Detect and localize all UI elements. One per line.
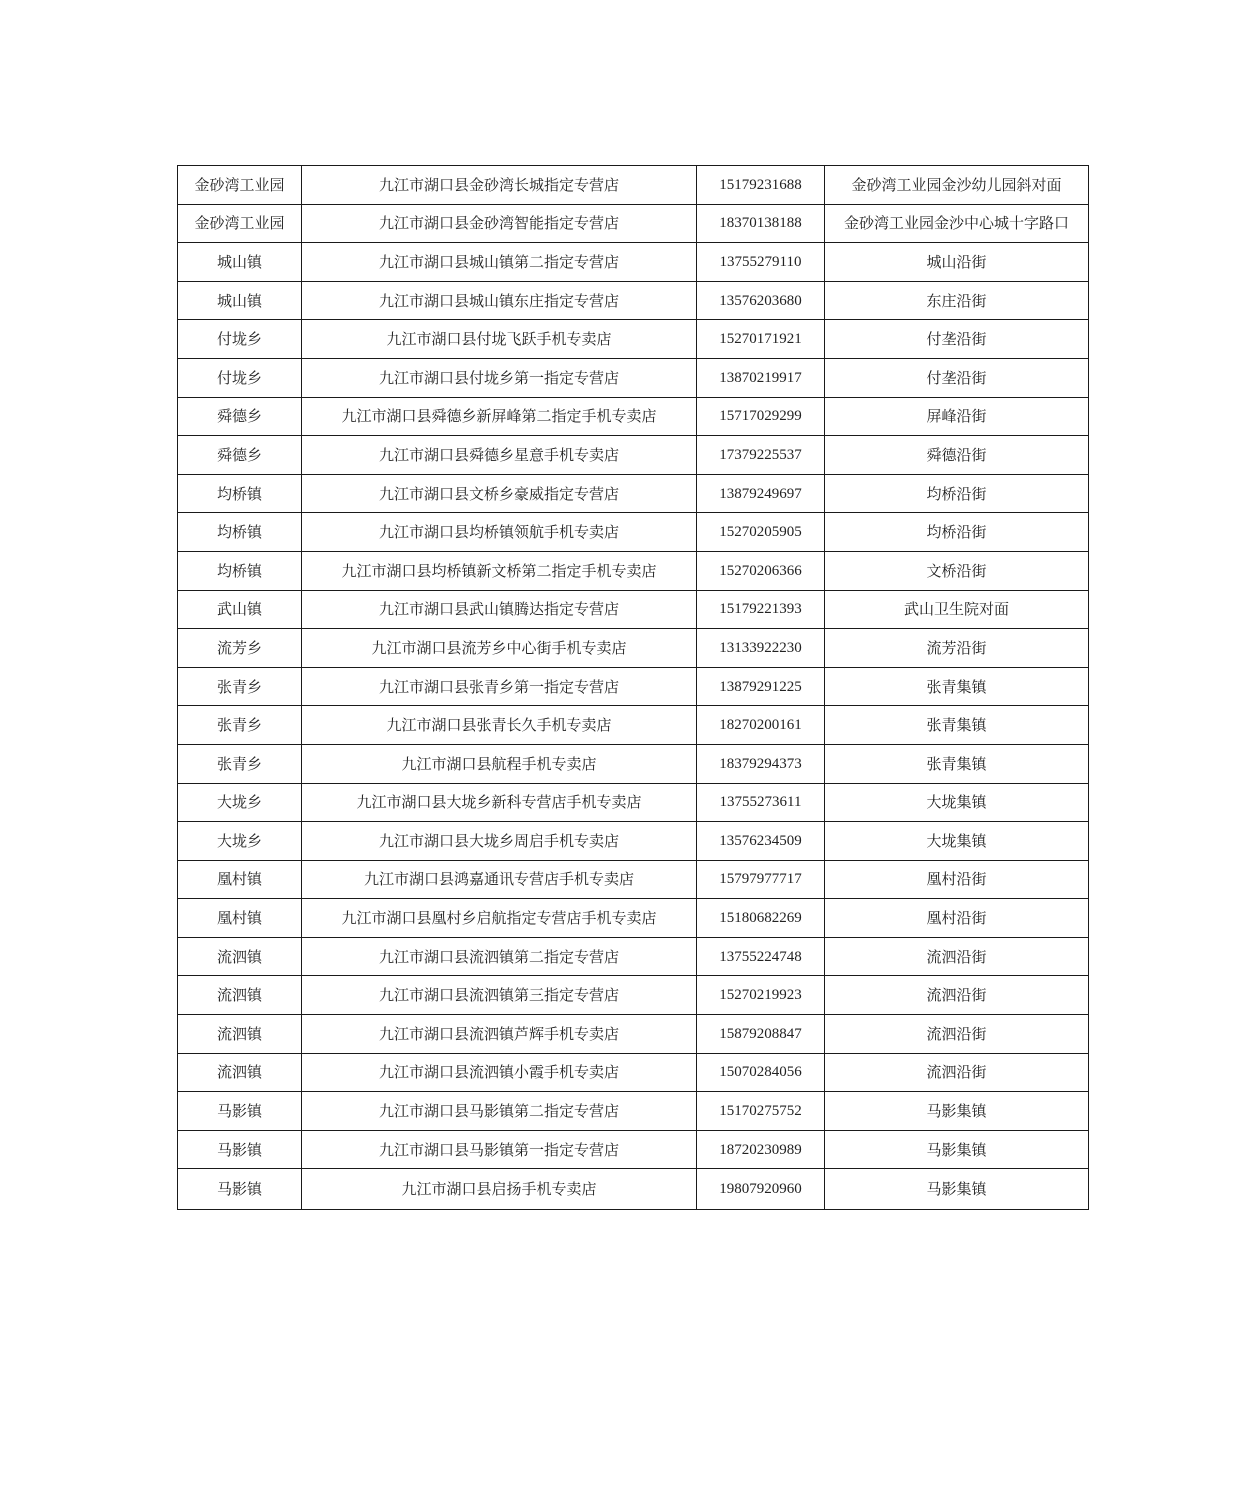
address-cell: 屏峰沿街 <box>825 397 1089 436</box>
phone-cell: 15270219923 <box>697 976 825 1015</box>
town-cell: 流泗镇 <box>178 1053 302 1092</box>
table-row <box>178 783 1089 822</box>
phone-cell: 15270171921 <box>697 320 825 359</box>
table-row <box>178 860 1089 899</box>
town-cell: 马影镇 <box>178 1092 302 1131</box>
phone-cell: 13755224748 <box>697 937 825 976</box>
store-name-cell: 九江市湖口县启扬手机专卖店 <box>302 1169 697 1210</box>
store-name-cell: 九江市湖口县流泗镇芦辉手机专卖店 <box>302 1015 697 1054</box>
phone-cell: 13576203680 <box>697 281 825 320</box>
store-name-cell: 九江市湖口县流芳乡中心街手机专卖店 <box>302 629 697 668</box>
store-table <box>177 165 1089 1210</box>
town-cell: 城山镇 <box>178 281 302 320</box>
store-name-cell: 九江市湖口县均桥镇领航手机专卖店 <box>302 513 697 552</box>
address-cell: 付垄沿街 <box>825 358 1089 397</box>
store-name-cell: 九江市湖口县均桥镇新文桥第二指定手机专卖店 <box>302 551 697 590</box>
town-cell: 均桥镇 <box>178 474 302 513</box>
address-cell: 均桥沿街 <box>825 513 1089 552</box>
phone-cell: 13870219917 <box>697 358 825 397</box>
town-cell: 城山镇 <box>178 243 302 282</box>
town-cell: 流芳乡 <box>178 629 302 668</box>
address-cell: 张青集镇 <box>825 706 1089 745</box>
store-name-cell: 九江市湖口县张青乡第一指定专营店 <box>302 667 697 706</box>
table-row <box>178 899 1089 938</box>
store-name-cell: 九江市湖口县马影镇第一指定专营店 <box>302 1130 697 1169</box>
town-cell: 舜德乡 <box>178 397 302 436</box>
phone-cell: 15879208847 <box>697 1015 825 1054</box>
table-row <box>178 667 1089 706</box>
address-cell: 武山卫生院对面 <box>825 590 1089 629</box>
phone-cell: 15070284056 <box>697 1053 825 1092</box>
address-cell: 付垄沿街 <box>825 320 1089 359</box>
town-cell: 金砂湾工业园 <box>178 166 302 205</box>
town-cell: 均桥镇 <box>178 551 302 590</box>
phone-cell: 18370138188 <box>697 204 825 243</box>
town-cell: 马影镇 <box>178 1169 302 1210</box>
phone-cell: 18379294373 <box>697 744 825 783</box>
address-cell: 城山沿街 <box>825 243 1089 282</box>
store-name-cell: 九江市湖口县大垅乡新科专营店手机专卖店 <box>302 783 697 822</box>
town-cell: 均桥镇 <box>178 513 302 552</box>
store-name-cell: 九江市湖口县武山镇腾达指定专营店 <box>302 590 697 629</box>
store-name-cell: 九江市湖口县航程手机专卖店 <box>302 744 697 783</box>
town-cell: 流泗镇 <box>178 976 302 1015</box>
town-cell: 大垅乡 <box>178 822 302 861</box>
store-name-cell: 九江市湖口县流泗镇小霞手机专卖店 <box>302 1053 697 1092</box>
town-cell: 张青乡 <box>178 706 302 745</box>
store-name-cell: 九江市湖口县舜德乡星意手机专卖店 <box>302 436 697 475</box>
table-row <box>178 397 1089 436</box>
store-name-cell: 九江市湖口县大垅乡周启手机专卖店 <box>302 822 697 861</box>
address-cell: 马影集镇 <box>825 1169 1089 1210</box>
store-name-cell: 九江市湖口县流泗镇第二指定专营店 <box>302 937 697 976</box>
town-cell: 付垅乡 <box>178 358 302 397</box>
address-cell: 马影集镇 <box>825 1130 1089 1169</box>
table-row <box>178 590 1089 629</box>
table-row <box>178 822 1089 861</box>
store-name-cell: 九江市湖口县付垅飞跃手机专卖店 <box>302 320 697 359</box>
table-row <box>178 513 1089 552</box>
address-cell: 金砂湾工业园金沙幼儿园斜对面 <box>825 166 1089 205</box>
table-row <box>178 320 1089 359</box>
store-table-body <box>178 166 1089 1210</box>
table-row <box>178 937 1089 976</box>
table-row <box>178 436 1089 475</box>
store-name-cell: 九江市湖口县舜德乡新屏峰第二指定手机专卖店 <box>302 397 697 436</box>
town-cell: 金砂湾工业园 <box>178 204 302 243</box>
table-row <box>178 976 1089 1015</box>
phone-cell: 15180682269 <box>697 899 825 938</box>
address-cell: 金砂湾工业园金沙中心城十字路口 <box>825 204 1089 243</box>
town-cell: 舜德乡 <box>178 436 302 475</box>
address-cell: 凰村沿街 <box>825 899 1089 938</box>
table-row <box>178 1130 1089 1169</box>
town-cell: 武山镇 <box>178 590 302 629</box>
phone-cell: 18720230989 <box>697 1130 825 1169</box>
phone-cell: 15270205905 <box>697 513 825 552</box>
table-row <box>178 474 1089 513</box>
town-cell: 张青乡 <box>178 744 302 783</box>
phone-cell: 17379225537 <box>697 436 825 475</box>
address-cell: 东庄沿街 <box>825 281 1089 320</box>
address-cell: 大垅集镇 <box>825 783 1089 822</box>
store-name-cell: 九江市湖口县城山镇第二指定专营店 <box>302 243 697 282</box>
table-row <box>178 204 1089 243</box>
phone-cell: 18270200161 <box>697 706 825 745</box>
town-cell: 大垅乡 <box>178 783 302 822</box>
address-cell: 文桥沿街 <box>825 551 1089 590</box>
address-cell: 流泗沿街 <box>825 976 1089 1015</box>
table-row <box>178 551 1089 590</box>
store-name-cell: 九江市湖口县城山镇东庄指定专营店 <box>302 281 697 320</box>
address-cell: 马影集镇 <box>825 1092 1089 1131</box>
address-cell: 张青集镇 <box>825 667 1089 706</box>
phone-cell: 13879249697 <box>697 474 825 513</box>
town-cell: 凰村镇 <box>178 899 302 938</box>
store-name-cell: 九江市湖口县鸿嘉通讯专营店手机专卖店 <box>302 860 697 899</box>
table-row <box>178 1092 1089 1131</box>
phone-cell: 19807920960 <box>697 1169 825 1210</box>
phone-cell: 13755279110 <box>697 243 825 282</box>
table-row <box>178 1053 1089 1092</box>
table-row <box>178 744 1089 783</box>
store-name-cell: 九江市湖口县马影镇第二指定专营店 <box>302 1092 697 1131</box>
phone-cell: 15717029299 <box>697 397 825 436</box>
table-row <box>178 243 1089 282</box>
phone-cell: 13879291225 <box>697 667 825 706</box>
phone-cell: 13133922230 <box>697 629 825 668</box>
store-name-cell: 九江市湖口县金砂湾智能指定专营店 <box>302 204 697 243</box>
address-cell: 均桥沿街 <box>825 474 1089 513</box>
town-cell: 流泗镇 <box>178 1015 302 1054</box>
table-row <box>178 281 1089 320</box>
address-cell: 张青集镇 <box>825 744 1089 783</box>
address-cell: 流芳沿街 <box>825 629 1089 668</box>
table-row <box>178 358 1089 397</box>
address-cell: 凰村沿街 <box>825 860 1089 899</box>
address-cell: 流泗沿街 <box>825 937 1089 976</box>
address-cell: 大垅集镇 <box>825 822 1089 861</box>
table-row <box>178 166 1089 205</box>
phone-cell: 13576234509 <box>697 822 825 861</box>
phone-cell: 15797977717 <box>697 860 825 899</box>
town-cell: 张青乡 <box>178 667 302 706</box>
store-name-cell: 九江市湖口县流泗镇第三指定专营店 <box>302 976 697 1015</box>
phone-cell: 13755273611 <box>697 783 825 822</box>
phone-cell: 15179221393 <box>697 590 825 629</box>
table-row <box>178 1015 1089 1054</box>
town-cell: 流泗镇 <box>178 937 302 976</box>
address-cell: 舜德沿街 <box>825 436 1089 475</box>
store-name-cell: 九江市湖口县付垅乡第一指定专营店 <box>302 358 697 397</box>
address-cell: 流泗沿街 <box>825 1053 1089 1092</box>
table-row <box>178 1169 1089 1210</box>
phone-cell: 15270206366 <box>697 551 825 590</box>
phone-cell: 15179231688 <box>697 166 825 205</box>
store-name-cell: 九江市湖口县文桥乡豪威指定专营店 <box>302 474 697 513</box>
store-name-cell: 九江市湖口县张青长久手机专卖店 <box>302 706 697 745</box>
town-cell: 凰村镇 <box>178 860 302 899</box>
table-row <box>178 706 1089 745</box>
store-name-cell: 九江市湖口县凰村乡启航指定专营店手机专卖店 <box>302 899 697 938</box>
town-cell: 付垅乡 <box>178 320 302 359</box>
phone-cell: 15170275752 <box>697 1092 825 1131</box>
address-cell: 流泗沿街 <box>825 1015 1089 1054</box>
store-name-cell: 九江市湖口县金砂湾长城指定专营店 <box>302 166 697 205</box>
town-cell: 马影镇 <box>178 1130 302 1169</box>
table-row <box>178 629 1089 668</box>
